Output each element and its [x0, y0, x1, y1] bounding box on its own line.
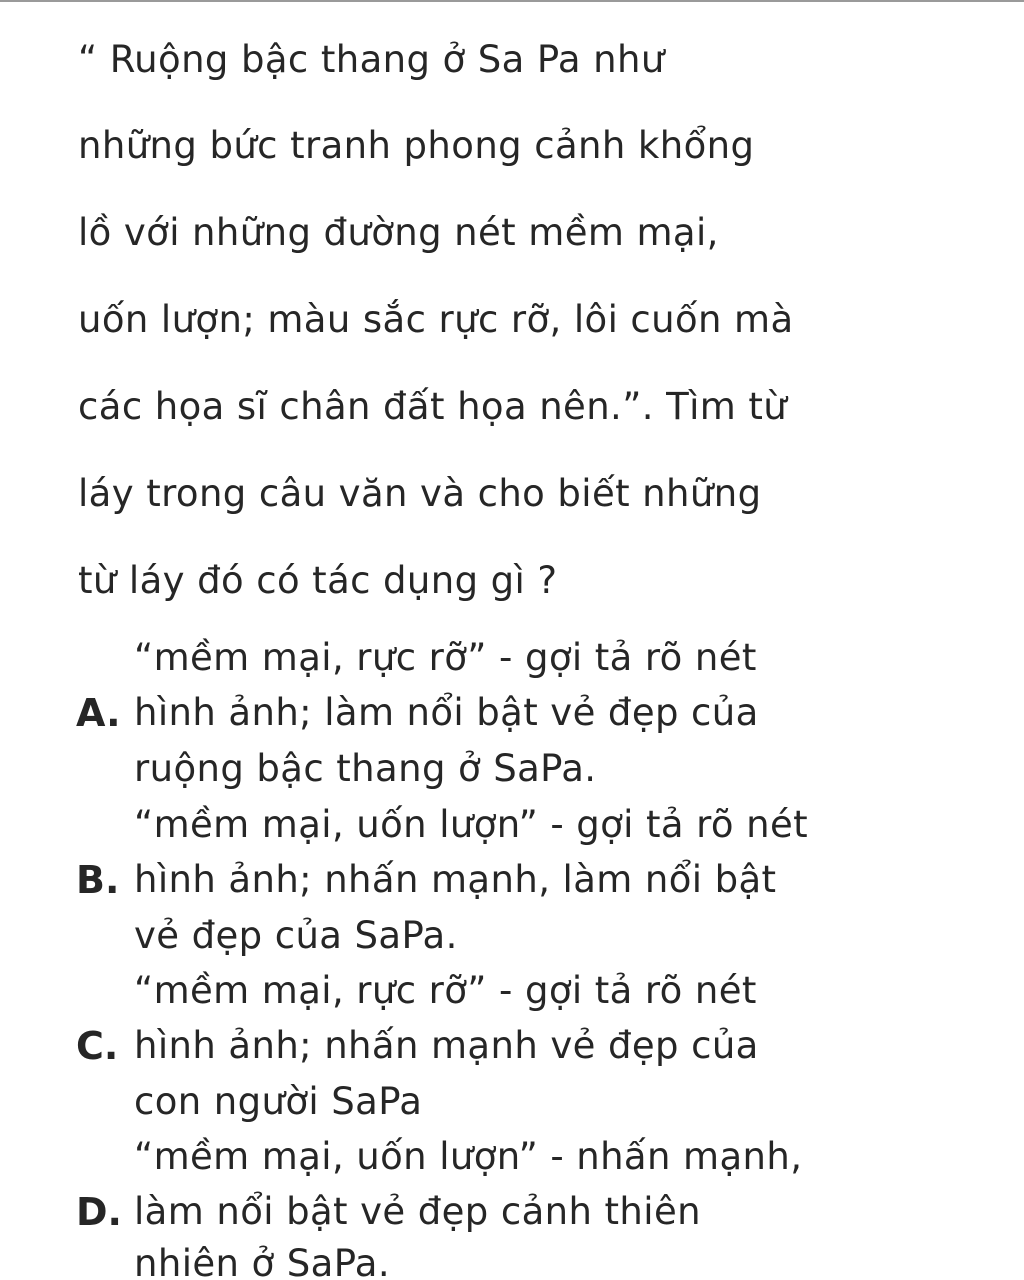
option-text-line: “mềm mại, uốn lượn” - nhấn mạnh, [134, 1135, 803, 1178]
option-text-line: vẻ đẹp của SaPa. [134, 914, 458, 957]
option-text-line: ruộng bậc thang ở SaPa. [134, 747, 597, 790]
option-text-line: con người SaPa [134, 1080, 423, 1123]
option-letter: B. [76, 858, 120, 902]
question-line: “ Ruộng bậc thang ở Sa Pa như [78, 38, 665, 81]
option-letter: D. [76, 1190, 122, 1234]
option-letter: A. [76, 691, 121, 735]
question-line: các họa sĩ chân đất họa nên.”. Tìm từ [78, 385, 788, 428]
option-text-line: “mềm mại, rực rỡ” - gợi tả rõ nét [134, 969, 757, 1012]
question-line: láy trong câu văn và cho biết những [78, 472, 762, 515]
option-text-line: hình ảnh; nhấn mạnh vẻ đẹp của [134, 1024, 759, 1067]
option-text-line: “mềm mại, uốn lượn” - gợi tả rõ nét [134, 803, 809, 846]
option-letter: C. [76, 1024, 119, 1068]
top-divider [0, 0, 1024, 2]
option-text-line: hình ảnh; nhấn mạnh, làm nổi bật [134, 858, 777, 901]
option-text-line: làm nổi bật vẻ đẹp cảnh thiên [134, 1190, 701, 1233]
option-text-line: “mềm mại, rực rỡ” - gợi tả rõ nét [134, 636, 757, 679]
question-line: lồ với những đường nét mềm mại, [78, 211, 719, 254]
option-text-line: nhiên ở SaPa. [134, 1242, 390, 1280]
question-line: từ láy đó có tác dụng gì ? [78, 559, 558, 602]
question-line: những bức tranh phong cảnh khổng [78, 124, 755, 167]
option-text-line: hình ảnh; làm nổi bật vẻ đẹp của [134, 691, 759, 734]
question-line: uốn lượn; màu sắc rực rỡ, lôi cuốn mà [78, 298, 794, 341]
